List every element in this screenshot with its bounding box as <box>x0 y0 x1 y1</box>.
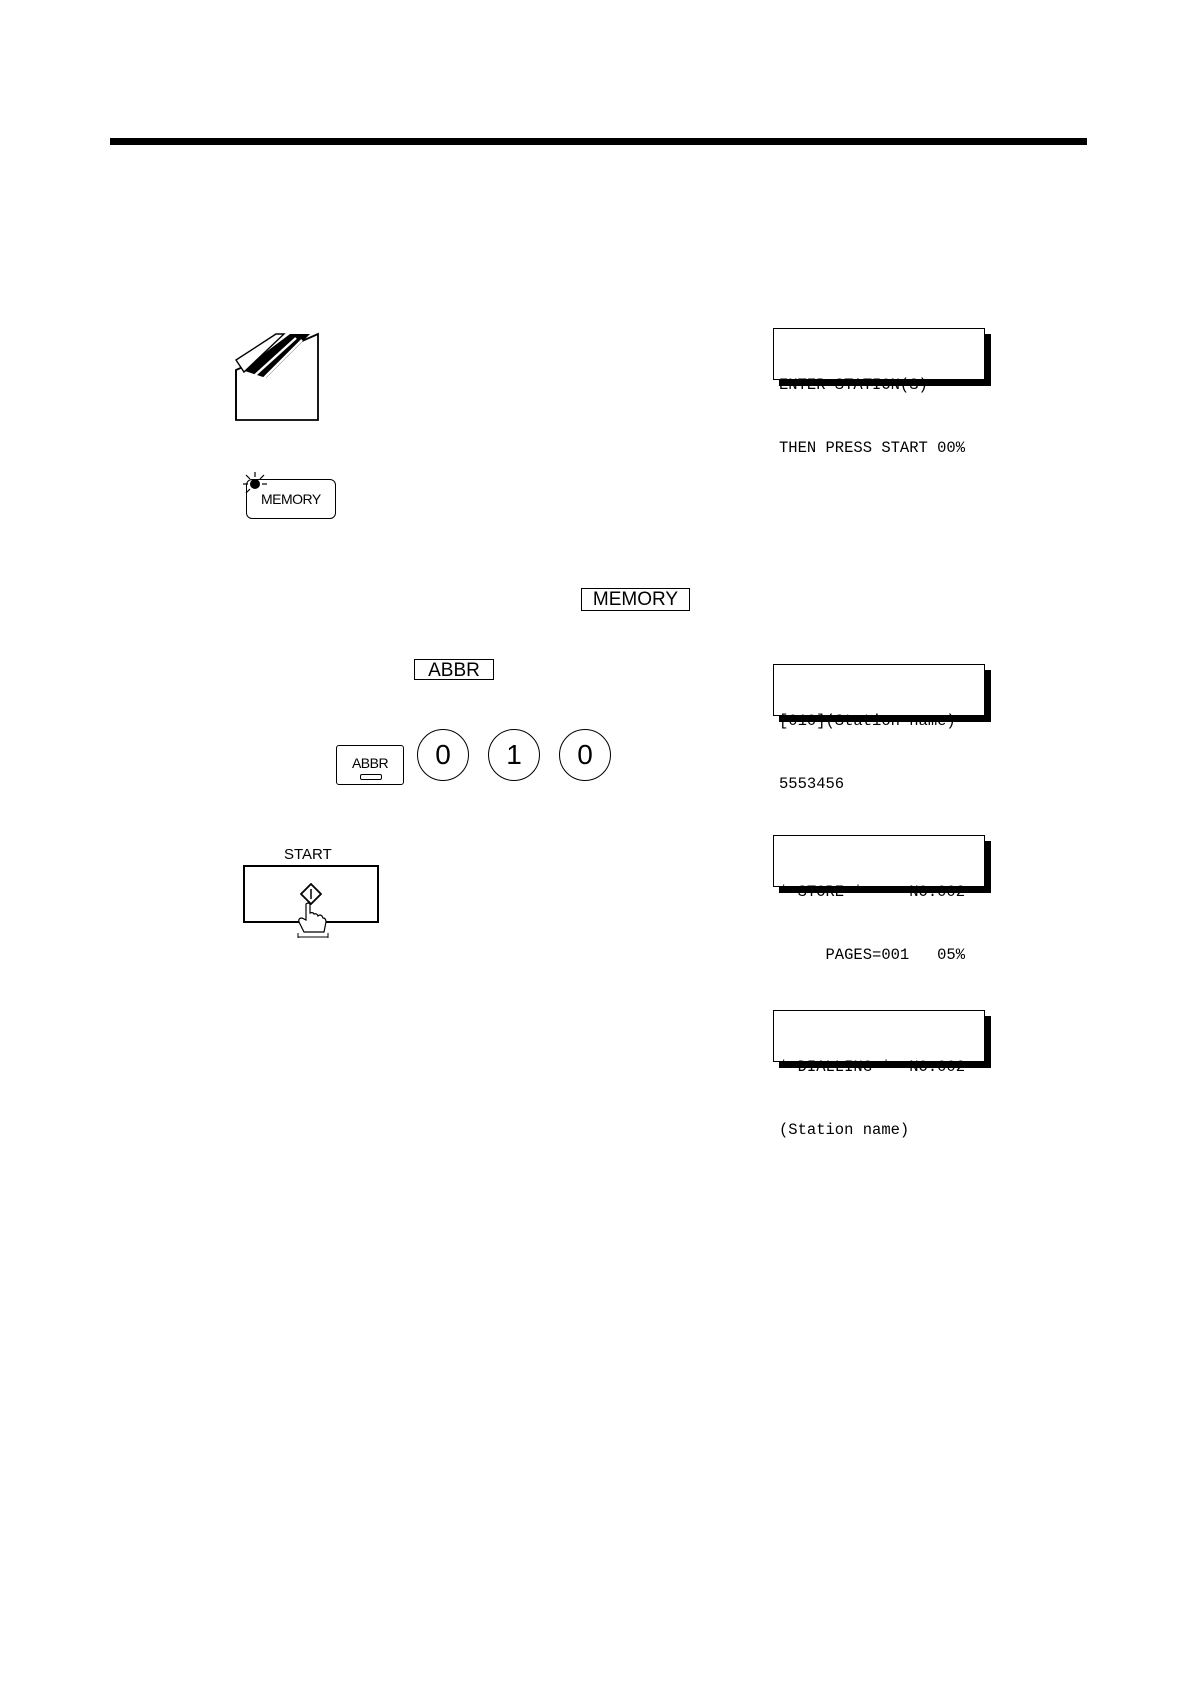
abbr-key[interactable] <box>336 745 404 785</box>
lcd-line-1: * DIALLING * NO.002 <box>779 1058 966 1076</box>
digit-key-0[interactable]: 0 <box>417 729 469 781</box>
memory-inline-label: MEMORY <box>581 588 690 611</box>
digit-key-2[interactable]: 0 <box>559 729 611 781</box>
lcd-store <box>773 835 985 964</box>
lcd-enter-station <box>773 328 985 457</box>
memory-key[interactable] <box>246 479 336 519</box>
lcd-line-2: PAGES=001 05% <box>779 946 966 964</box>
lcd-station-select <box>773 664 985 793</box>
lcd-line-2: THEN PRESS START 00% <box>779 439 966 457</box>
abbr-key-label: ABBR <box>351 755 389 771</box>
abbr-key-slot <box>360 774 382 780</box>
digit-key-1[interactable]: 1 <box>488 729 540 781</box>
start-key-label: START <box>284 846 332 863</box>
document-feed-icon <box>232 330 322 424</box>
lcd-line-1: [010](Station name) <box>779 712 956 730</box>
lcd-line-1: ENTER STATION(S) <box>779 376 928 394</box>
lcd-line-1: * STORE * NO.002 <box>779 883 966 901</box>
header-rule <box>110 138 1087 145</box>
pressing-finger-icon <box>296 902 330 938</box>
lcd-dialling <box>773 1010 985 1139</box>
lcd-line-2: (Station name) <box>779 1121 910 1139</box>
memory-key-label: MEMORY <box>261 491 321 507</box>
abbr-inline-label: ABBR <box>414 659 494 680</box>
lcd-line-2: 5553456 <box>779 775 845 793</box>
